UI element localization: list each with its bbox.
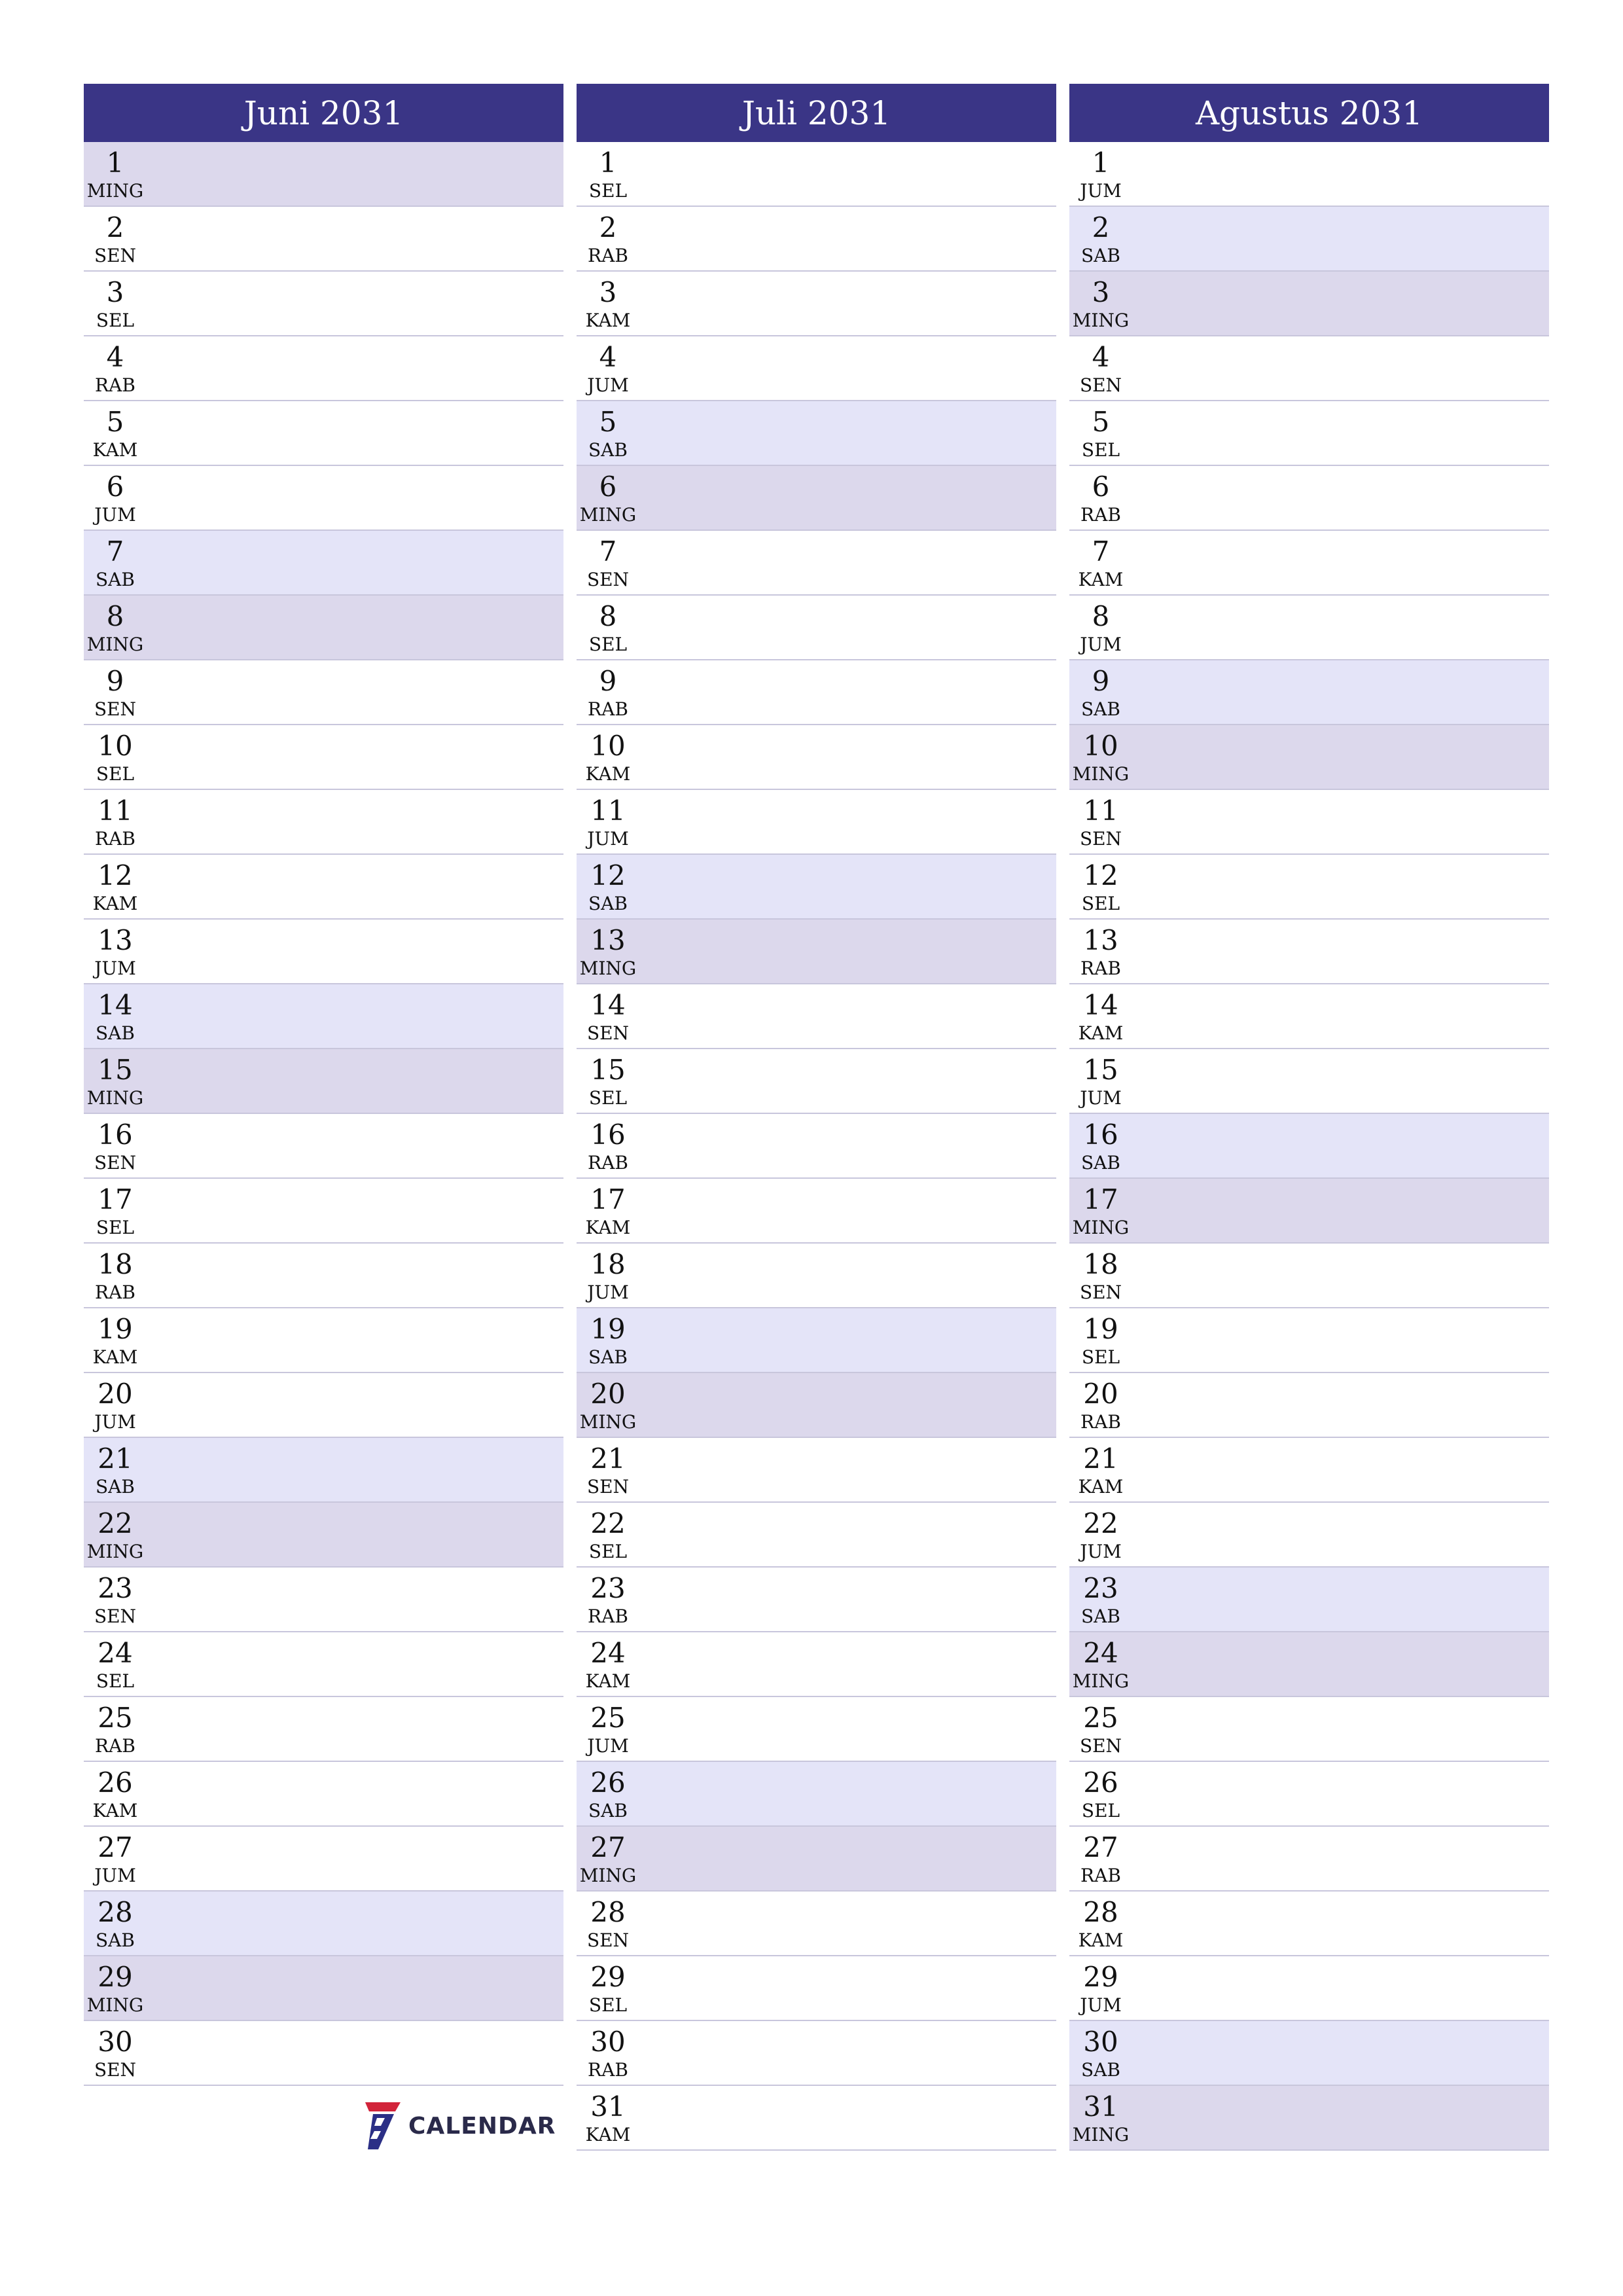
day-row	[84, 855, 563, 920]
weekday-label: JUM	[94, 958, 136, 979]
weekday-label: SEL	[96, 1217, 135, 1238]
weekday-label: JUM	[94, 1865, 136, 1886]
day-row	[1069, 142, 1549, 207]
weekday-label: SAB	[96, 1476, 135, 1498]
day-row	[84, 920, 563, 984]
day-number: 27	[98, 1831, 133, 1863]
day-row	[84, 1956, 563, 2021]
day-number: 2	[599, 211, 617, 243]
day-number: 17	[98, 1183, 133, 1215]
weekday-label: MING	[1072, 310, 1130, 331]
day-number: 12	[1083, 859, 1118, 891]
day-row	[577, 1244, 1056, 1308]
weekday-label: MING	[579, 504, 637, 526]
day-row	[84, 596, 563, 660]
weekday-label: RAB	[588, 698, 628, 720]
day-row	[577, 1373, 1056, 1438]
day-number: 25	[1083, 1702, 1118, 1734]
day-list	[1069, 142, 1549, 2151]
day-number: 24	[98, 1637, 133, 1669]
weekday-label: SAB	[588, 893, 628, 914]
weekday-label: RAB	[95, 828, 135, 850]
day-row	[1069, 790, 1549, 855]
day-row	[577, 272, 1056, 336]
day-number: 9	[599, 665, 617, 697]
weekday-label: JUM	[587, 374, 629, 396]
weekday-label: JUM	[94, 1411, 136, 1433]
day-row	[577, 1697, 1056, 1762]
weekday-label: JUM	[1080, 634, 1122, 655]
day-number: 16	[1083, 1119, 1118, 1151]
day-row	[577, 725, 1056, 790]
day-row	[577, 1568, 1056, 1632]
day-number: 30	[98, 2026, 133, 2058]
day-number: 1	[106, 147, 124, 179]
weekday-label: KAM	[92, 1800, 138, 1821]
weekday-label: JUM	[587, 1735, 629, 1757]
weekday-label: KAM	[585, 1670, 631, 1692]
weekday-label: MING	[86, 634, 144, 655]
seven-logo-icon	[361, 2100, 403, 2152]
weekday-label: SEL	[588, 1994, 628, 2016]
day-row	[84, 1697, 563, 1762]
weekday-label: JUM	[1080, 1541, 1122, 1562]
month-column-august	[1069, 84, 1549, 2151]
day-row	[1069, 855, 1549, 920]
weekday-label: SEN	[94, 245, 137, 266]
day-row	[84, 336, 563, 401]
day-number: 8	[599, 600, 617, 632]
day-number: 18	[98, 1248, 133, 1280]
day-number: 28	[98, 1896, 133, 1928]
day-number: 24	[590, 1637, 626, 1669]
weekday-label: JUM	[1080, 180, 1122, 202]
day-number: 10	[1083, 730, 1118, 762]
day-row	[1069, 1308, 1549, 1373]
day-number: 31	[1083, 2090, 1118, 2123]
day-number: 5	[106, 406, 124, 438]
day-number: 26	[1083, 1767, 1118, 1799]
day-row	[577, 1114, 1056, 1179]
day-row	[577, 336, 1056, 401]
day-number: 9	[1092, 665, 1110, 697]
day-row	[84, 660, 563, 725]
day-row	[84, 466, 563, 531]
day-row	[577, 1632, 1056, 1697]
day-number: 8	[1092, 600, 1110, 632]
weekday-label: SAB	[96, 1022, 135, 1044]
day-row	[84, 1114, 563, 1179]
day-row	[84, 207, 563, 272]
logo-text: CALENDAR	[408, 2112, 556, 2140]
day-row	[577, 2086, 1056, 2151]
calendar-logo	[361, 2100, 556, 2152]
day-number: 10	[590, 730, 626, 762]
weekday-label: SEN	[1079, 374, 1122, 396]
day-row	[1069, 1244, 1549, 1308]
day-row	[577, 1956, 1056, 2021]
weekday-label: RAB	[95, 1282, 135, 1303]
weekday-label: SEL	[588, 180, 628, 202]
day-row	[577, 1827, 1056, 1892]
day-number: 4	[599, 341, 617, 373]
weekday-label: SEN	[1079, 828, 1122, 850]
day-row	[577, 920, 1056, 984]
weekday-label: SEL	[1081, 1346, 1120, 1368]
day-row	[577, 142, 1056, 207]
day-row	[84, 1568, 563, 1632]
day-number: 14	[1083, 989, 1118, 1021]
day-number: 24	[1083, 1637, 1118, 1669]
weekday-label: KAM	[92, 1346, 138, 1368]
weekday-label: MING	[86, 1994, 144, 2016]
weekday-label: SEL	[588, 1541, 628, 1562]
day-number: 5	[599, 406, 617, 438]
day-row	[577, 1438, 1056, 1503]
weekday-label: RAB	[1080, 504, 1121, 526]
day-row	[577, 401, 1056, 466]
weekday-label: KAM	[585, 1217, 631, 1238]
day-number: 3	[1092, 276, 1110, 308]
day-row	[84, 531, 563, 596]
month-title: Juli 2031	[577, 84, 1056, 142]
day-number: 16	[590, 1119, 626, 1151]
day-row	[84, 1244, 563, 1308]
weekday-label: KAM	[92, 439, 138, 461]
weekday-label: RAB	[588, 245, 628, 266]
weekday-label: SEN	[1079, 1282, 1122, 1303]
day-number: 23	[590, 1572, 626, 1604]
day-number: 11	[98, 795, 133, 827]
day-row	[1069, 1114, 1549, 1179]
day-row	[577, 1049, 1056, 1114]
weekday-label: JUM	[94, 504, 136, 526]
day-number: 29	[590, 1961, 626, 1993]
day-row	[1069, 1956, 1549, 2021]
day-number: 5	[1092, 406, 1110, 438]
day-number: 20	[590, 1378, 626, 1410]
day-row	[1069, 1179, 1549, 1244]
day-number: 8	[106, 600, 124, 632]
weekday-label: SEL	[588, 634, 628, 655]
day-row	[577, 790, 1056, 855]
weekday-label: SEN	[94, 1152, 137, 1174]
weekday-label: JUM	[587, 1282, 629, 1303]
day-row	[1069, 1697, 1549, 1762]
weekday-label: SAB	[1081, 245, 1120, 266]
day-row	[84, 401, 563, 466]
day-number: 16	[98, 1119, 133, 1151]
weekday-label: RAB	[588, 1152, 628, 1174]
day-row	[577, 207, 1056, 272]
day-row	[577, 855, 1056, 920]
day-row	[84, 790, 563, 855]
day-number: 25	[98, 1702, 133, 1734]
day-number: 14	[590, 989, 626, 1021]
weekday-label: SEN	[94, 2059, 137, 2081]
weekday-label: MING	[1072, 1670, 1130, 1692]
day-number: 15	[1083, 1054, 1118, 1086]
day-number: 21	[1083, 1443, 1118, 1475]
day-number: 3	[106, 276, 124, 308]
day-row	[1069, 1827, 1549, 1892]
weekday-label: JUM	[587, 828, 629, 850]
day-number: 13	[1083, 924, 1118, 956]
day-number: 23	[1083, 1572, 1118, 1604]
day-number: 19	[590, 1313, 626, 1345]
weekday-label: KAM	[1078, 1022, 1124, 1044]
day-number: 29	[98, 1961, 133, 1993]
day-number: 7	[599, 535, 617, 567]
day-row	[1069, 207, 1549, 272]
day-number: 23	[98, 1572, 133, 1604]
day-number: 22	[98, 1507, 133, 1539]
day-row	[577, 466, 1056, 531]
day-row	[1069, 1632, 1549, 1697]
day-number: 27	[590, 1831, 626, 1863]
day-row	[577, 531, 1056, 596]
weekday-label: SAB	[1081, 1605, 1120, 1627]
day-list	[577, 142, 1056, 2151]
day-number: 26	[98, 1767, 133, 1799]
day-number: 25	[590, 1702, 626, 1734]
day-row	[577, 1762, 1056, 1827]
weekday-label: SEL	[1081, 1800, 1120, 1821]
weekday-label: MING	[1072, 763, 1130, 785]
day-row	[577, 1503, 1056, 1568]
day-row	[84, 1373, 563, 1438]
day-row	[577, 2021, 1056, 2086]
weekday-label: SAB	[96, 569, 135, 590]
weekday-label: SAB	[588, 1800, 628, 1821]
day-row	[84, 725, 563, 790]
day-row	[84, 2021, 563, 2086]
weekday-label: SEL	[1081, 893, 1120, 914]
day-number: 20	[1083, 1378, 1118, 1410]
day-row	[1069, 1049, 1549, 1114]
month-title: Juni 2031	[84, 84, 563, 142]
day-number: 15	[590, 1054, 626, 1086]
weekday-label: SAB	[1081, 1152, 1120, 1174]
day-number: 28	[1083, 1896, 1118, 1928]
day-number: 11	[1083, 795, 1118, 827]
day-number: 21	[98, 1443, 133, 1475]
weekday-label: MING	[579, 1865, 637, 1886]
day-number: 18	[1083, 1248, 1118, 1280]
weekday-label: RAB	[1080, 958, 1121, 979]
weekday-label: MING	[86, 1541, 144, 1562]
day-row	[1069, 920, 1549, 984]
weekday-label: RAB	[1080, 1865, 1121, 1886]
day-number: 19	[1083, 1313, 1118, 1345]
day-row	[1069, 1892, 1549, 1956]
month-column-july	[577, 84, 1056, 2151]
weekday-label: SEN	[94, 1605, 137, 1627]
day-row	[1069, 336, 1549, 401]
day-list	[84, 142, 563, 2086]
day-number: 26	[590, 1767, 626, 1799]
day-row	[84, 1632, 563, 1697]
day-number: 11	[590, 795, 626, 827]
day-number: 2	[1092, 211, 1110, 243]
day-row	[1069, 466, 1549, 531]
weekday-label: RAB	[1080, 1411, 1121, 1433]
weekday-label: SAB	[1081, 698, 1120, 720]
day-row	[577, 660, 1056, 725]
weekday-label: MING	[579, 958, 637, 979]
weekday-label: MING	[1072, 1217, 1130, 1238]
day-row	[1069, 1568, 1549, 1632]
weekday-label: KAM	[585, 2124, 631, 2145]
weekday-label: RAB	[588, 1605, 628, 1627]
day-number: 10	[98, 730, 133, 762]
weekday-label: SEN	[586, 1929, 630, 1951]
day-row	[1069, 531, 1549, 596]
weekday-label: MING	[86, 180, 144, 202]
weekday-label: SEN	[94, 698, 137, 720]
day-number: 28	[590, 1896, 626, 1928]
day-row	[84, 1049, 563, 1114]
weekday-label: KAM	[1078, 569, 1124, 590]
day-number: 7	[106, 535, 124, 567]
weekday-label: SAB	[1081, 2059, 1120, 2081]
weekday-label: MING	[579, 1411, 637, 1433]
day-number: 6	[106, 471, 124, 503]
weekday-label: SEL	[96, 1670, 135, 1692]
day-row	[577, 596, 1056, 660]
day-number: 9	[106, 665, 124, 697]
day-number: 15	[98, 1054, 133, 1086]
day-number: 6	[599, 471, 617, 503]
day-row	[84, 1438, 563, 1503]
weekday-label: SEN	[1079, 1735, 1122, 1757]
day-row	[1069, 401, 1549, 466]
weekday-label: RAB	[588, 2059, 628, 2081]
day-row	[577, 984, 1056, 1049]
day-number: 31	[590, 2090, 626, 2123]
weekday-label: RAB	[95, 374, 135, 396]
day-row	[84, 1179, 563, 1244]
day-number: 29	[1083, 1961, 1118, 1993]
day-number: 30	[1083, 2026, 1118, 2058]
day-row	[1069, 1503, 1549, 1568]
day-number: 30	[590, 2026, 626, 2058]
day-number: 22	[590, 1507, 626, 1539]
day-number: 14	[98, 989, 133, 1021]
day-row	[84, 1762, 563, 1827]
day-row	[577, 1179, 1056, 1244]
month-title: Agustus 2031	[1069, 84, 1549, 142]
day-row	[1069, 1373, 1549, 1438]
day-number: 1	[1092, 147, 1110, 179]
weekday-label: KAM	[92, 893, 138, 914]
weekday-label: SEL	[96, 763, 135, 785]
day-row	[84, 142, 563, 207]
day-number: 7	[1092, 535, 1110, 567]
weekday-label: KAM	[1078, 1476, 1124, 1498]
day-row	[84, 1892, 563, 1956]
day-row	[1069, 725, 1549, 790]
day-row	[1069, 1762, 1549, 1827]
day-number: 21	[590, 1443, 626, 1475]
day-row	[1069, 2021, 1549, 2086]
weekday-label: KAM	[1078, 1929, 1124, 1951]
weekday-label: SEL	[1081, 439, 1120, 461]
day-row	[1069, 1438, 1549, 1503]
weekday-label: JUM	[1080, 1994, 1122, 2016]
day-number: 4	[106, 341, 124, 373]
weekday-label: SAB	[588, 1346, 628, 1368]
day-number: 19	[98, 1313, 133, 1345]
weekday-label: SEL	[96, 310, 135, 331]
weekday-label: SEN	[586, 569, 630, 590]
day-number: 12	[98, 859, 133, 891]
day-row	[1069, 984, 1549, 1049]
day-row	[1069, 660, 1549, 725]
day-number: 4	[1092, 341, 1110, 373]
day-number: 20	[98, 1378, 133, 1410]
weekday-label: SAB	[96, 1929, 135, 1951]
weekday-label: SAB	[588, 439, 628, 461]
weekday-label: MING	[1072, 2124, 1130, 2145]
day-number: 1	[599, 147, 617, 179]
day-number: 17	[590, 1183, 626, 1215]
weekday-label: SEL	[588, 1087, 628, 1109]
weekday-label: JUM	[1080, 1087, 1122, 1109]
weekday-label: SEN	[586, 1022, 630, 1044]
day-row	[1069, 2086, 1549, 2151]
day-number: 13	[590, 924, 626, 956]
day-row	[84, 1503, 563, 1568]
weekday-label: KAM	[585, 310, 631, 331]
day-number: 13	[98, 924, 133, 956]
day-row	[84, 1827, 563, 1892]
day-number: 3	[599, 276, 617, 308]
month-column-june	[84, 84, 563, 2086]
day-row	[84, 1308, 563, 1373]
day-number: 17	[1083, 1183, 1118, 1215]
day-row	[84, 272, 563, 336]
day-row	[577, 1892, 1056, 1956]
weekday-label: SEN	[586, 1476, 630, 1498]
weekday-label: MING	[86, 1087, 144, 1109]
day-row	[1069, 596, 1549, 660]
day-number: 27	[1083, 1831, 1118, 1863]
day-row	[577, 1308, 1056, 1373]
day-number: 18	[590, 1248, 626, 1280]
weekday-label: RAB	[95, 1735, 135, 1757]
day-number: 22	[1083, 1507, 1118, 1539]
weekday-label: KAM	[585, 763, 631, 785]
day-number: 6	[1092, 471, 1110, 503]
day-row	[84, 984, 563, 1049]
day-row	[1069, 272, 1549, 336]
day-number: 12	[590, 859, 626, 891]
day-number: 2	[106, 211, 124, 243]
